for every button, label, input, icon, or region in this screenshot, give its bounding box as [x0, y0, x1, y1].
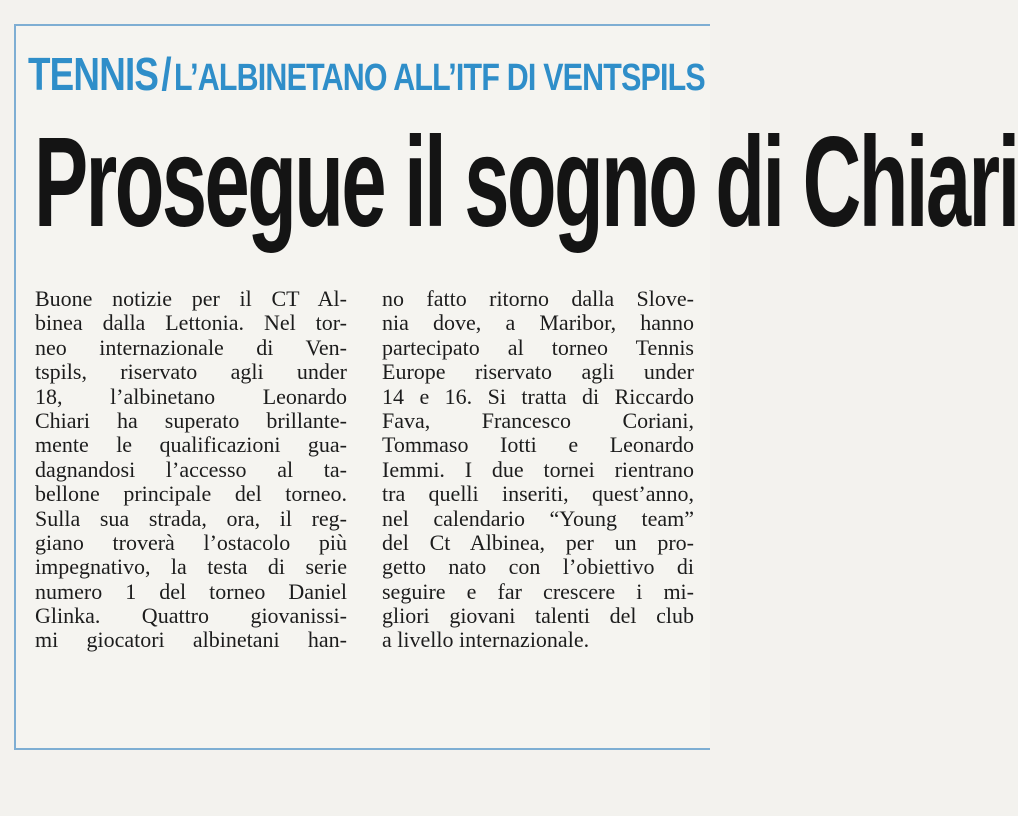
- article-line: binea dalla Lettonia. Nel tor-: [35, 310, 347, 336]
- article-line: gliori giovani talenti del club: [382, 603, 694, 629]
- article-line: impegnativo, la testa di serie: [35, 554, 347, 580]
- article-line: Glinka. Quattro giovanissi-: [35, 603, 347, 629]
- article-line: giano troverà l’ostacolo più: [35, 529, 347, 555]
- article-line: seguire e far crescere i mi-: [382, 578, 694, 604]
- article-column-right: [382, 287, 694, 653]
- article-line: nia dove, a Maribor, hanno: [382, 310, 694, 336]
- article-headline: Prosegue il sogno di Chiari: [34, 111, 1018, 254]
- article-line: mente le qualificazioni gua-: [35, 432, 347, 458]
- article-line: bellone principale del torneo.: [35, 481, 347, 507]
- article-line: Iemmi. I due tornei rientrano: [382, 456, 694, 482]
- article-line: tra quelli inseriti, quest’anno,: [382, 481, 694, 507]
- article-line: Chiari ha superato brillante-: [35, 407, 347, 433]
- article-line: 14 e 16. Si tratta di Riccardo: [382, 383, 694, 409]
- kicker-subtitle: L’ALBINETANO ALL’ITF DI VENTSPILS: [173, 57, 705, 99]
- article-line: nel calendario “Young team”: [382, 505, 694, 531]
- article-line: Fava, Francesco Coriani,: [382, 407, 694, 433]
- article-line: Tommaso Iotti e Leonardo: [382, 432, 694, 458]
- article-line: a livello internazionale.: [382, 627, 590, 653]
- article-line: neo internazionale di Ven-: [35, 334, 347, 360]
- article-line: 18, l’albinetano Leonardo: [35, 383, 347, 409]
- kicker-separator: /: [161, 48, 171, 100]
- kicker-section: TENNIS: [28, 48, 159, 100]
- article-line: partecipato al torneo Tennis: [382, 334, 694, 360]
- article-line: del Ct Albinea, per un pro-: [382, 529, 694, 555]
- article-line: numero 1 del torneo Daniel: [35, 578, 347, 604]
- article-column-left: [35, 287, 347, 653]
- article-kicker: [28, 48, 705, 100]
- article-line: mi giocatori albinetani han-: [35, 627, 347, 653]
- article-line: tspils, riservato agli under: [35, 359, 347, 385]
- article-line: Buone notizie per il CT Al-: [35, 286, 347, 311]
- article-line: no fatto ritorno dalla Slove-: [382, 286, 694, 311]
- article-line: Sulla sua strada, ora, il reg-: [35, 505, 347, 531]
- article-line: Europe riservato agli under: [382, 359, 694, 385]
- article-line: dagnandosi l’accesso al ta-: [35, 456, 347, 482]
- article-line: getto nato con l’obiettivo di: [382, 554, 694, 580]
